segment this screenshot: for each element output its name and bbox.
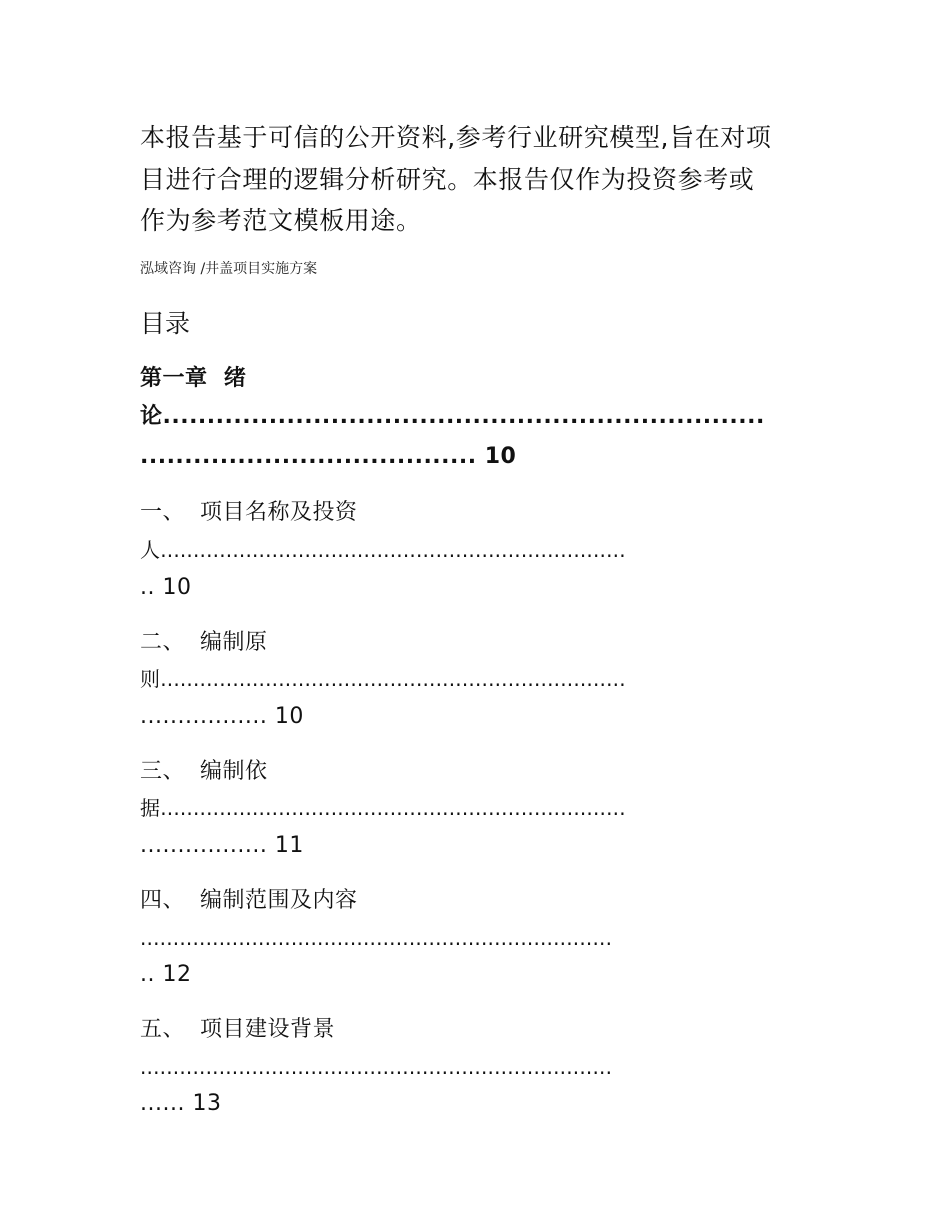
toc-item-5-page[interactable]: ...... 13	[140, 1091, 222, 1116]
toc-title: 目录	[140, 309, 191, 338]
toc-item-1-title[interactable]: 一、 项目名称及投资	[140, 500, 358, 525]
toc-item-4-title[interactable]: 四、 编制范围及内容	[140, 888, 358, 913]
toc-item-5-leader[interactable]: ........................................................................	[140, 1055, 613, 1079]
toc-chapter-1-page[interactable]: ...................................... 10	[140, 444, 517, 469]
toc-item-2-page[interactable]: ................. 10	[140, 704, 304, 729]
toc-item-4-page[interactable]: .. 12	[140, 962, 192, 987]
toc-item-1-page[interactable]: .. 10	[140, 575, 192, 600]
toc-item-1-leader[interactable]: 人.......................................................................	[140, 538, 626, 562]
toc-item-5-title[interactable]: 五、 项目建设背景	[140, 1017, 335, 1042]
toc-item-2-title[interactable]: 二、 编制原	[140, 630, 268, 655]
toc-chapter-1-title[interactable]: 第一章 绪	[140, 366, 247, 391]
intro-line-3: 作为参考范文模板用途。	[140, 206, 422, 235]
toc-item-4-leader[interactable]: ........................................................................	[140, 926, 613, 950]
toc-item-2-leader[interactable]: 则.......................................................................	[140, 667, 626, 691]
toc-item-3-title[interactable]: 三、 编制依	[140, 759, 268, 784]
toc-chapter-1-leader[interactable]: 论....................................................................	[140, 404, 765, 429]
running-header: 泓域咨询 /井盖项目实施方案	[140, 261, 318, 277]
toc-item-3-page[interactable]: ................. 11	[140, 833, 304, 858]
intro-line-2: 目进行合理的逻辑分析研究。本报告仅作为投资参考或	[140, 165, 755, 194]
intro-line-1: 本报告基于可信的公开资料,参考行业研究模型,旨在对项	[140, 123, 772, 152]
toc-item-3-leader[interactable]: 据.......................................................................	[140, 796, 626, 820]
